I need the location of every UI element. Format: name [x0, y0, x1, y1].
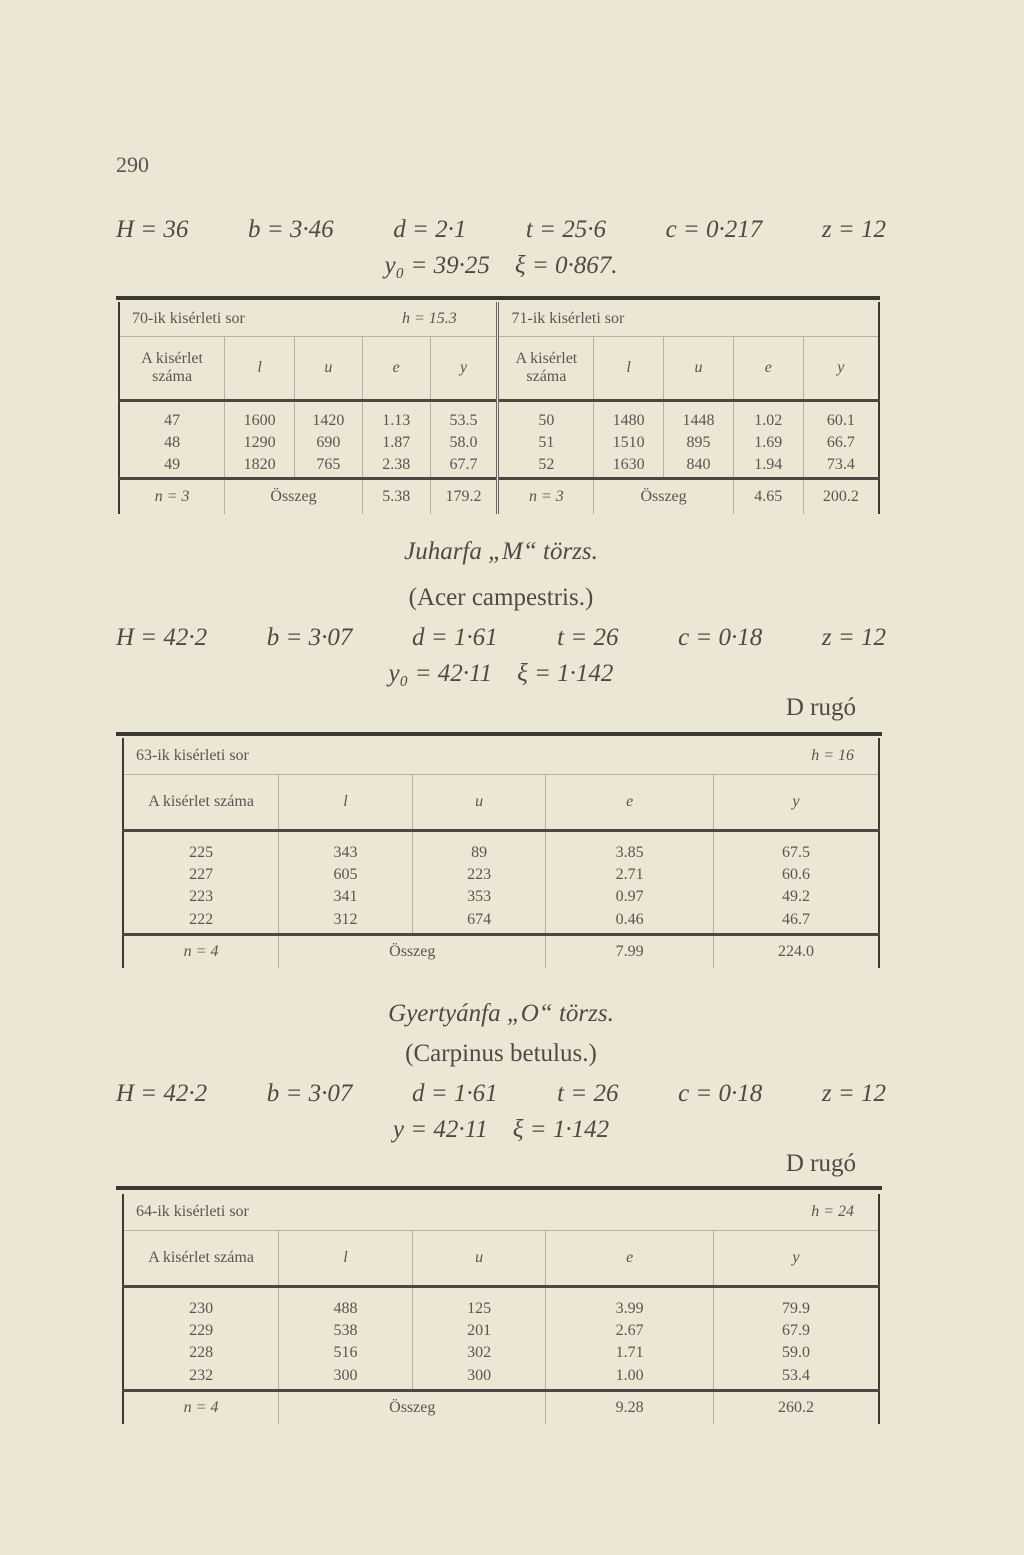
table-row: 222 312 674 0.46 46.7 — [123, 908, 879, 934]
param-t: t = 26 — [557, 624, 619, 651]
params-line-2 — [116, 660, 886, 688]
param-z: z = 12 — [821, 1080, 886, 1107]
param-H: H = 36 — [116, 216, 189, 243]
param-d: d = 1·61 — [411, 624, 498, 651]
section-title-gyertyanfa: Gyertyánfa „O“ törzs. — [388, 1000, 614, 1027]
table-row: 229 538 201 2.67 67.9 — [123, 1320, 879, 1342]
sum-y: 179.2 — [430, 478, 498, 514]
sum-e: 4.65 — [733, 478, 803, 514]
param-c: c = 0·18 — [678, 1080, 763, 1107]
h-value: h = 16 — [713, 738, 879, 774]
n-count: n = 4 — [123, 934, 279, 968]
n-count: n = 3 — [498, 478, 594, 514]
h-value-70: h = 15.3 — [362, 302, 498, 336]
params-line-1 — [116, 624, 886, 652]
sum-row — [123, 934, 879, 968]
page-number: 290 — [116, 152, 149, 177]
param-H: H = 42·2 — [116, 1080, 208, 1107]
param-c: c = 0·18 — [678, 624, 763, 651]
table-row: 227 605 223 2.71 60.6 — [123, 864, 879, 886]
table-row: 228 516 302 1.71 59.0 — [123, 1342, 879, 1364]
col-header-l: l — [225, 336, 295, 400]
sum-e: 5.38 — [362, 478, 430, 514]
table-row: 49 1820 765 2.38 67.7 52 1630 840 1.94 73.4 — [119, 454, 879, 478]
col-header-y: y — [803, 336, 879, 400]
latin-name-acer: (Acer campestris.) — [408, 584, 594, 611]
col-header-e: e — [362, 336, 430, 400]
table-row: 48 1290 690 1.87 58.0 51 1510 895 1.69 66.7 — [119, 432, 879, 454]
params-line-1 — [116, 216, 886, 244]
param-d: d = 1·61 — [411, 1080, 498, 1107]
param-c: c = 0·217 — [665, 216, 763, 243]
sum-label: Összeg — [225, 478, 363, 514]
param-y0: y₀ = 42·11 — [388, 660, 493, 687]
col-header-number: A kisérlet száma — [123, 774, 279, 830]
h-value: h = 24 — [713, 1194, 879, 1230]
table-row: 232 300 300 1.00 53.4 — [123, 1364, 879, 1390]
sum-label: Összeg — [279, 934, 546, 968]
sum-row — [123, 1390, 879, 1424]
param-t: t = 26 — [557, 1080, 619, 1107]
param-d: d = 2·1 — [393, 216, 467, 243]
table-rule — [116, 296, 880, 300]
sum-label: Összeg — [594, 478, 734, 514]
series-71-label: 71-ik kisérleti sor — [498, 302, 879, 336]
table-rule — [116, 732, 882, 736]
params-line-1 — [116, 1080, 886, 1108]
col-header-u: u — [664, 336, 734, 400]
col-header-e: e — [546, 1230, 714, 1286]
table-rule — [116, 1186, 882, 1190]
params-line-2 — [116, 1116, 886, 1144]
col-header-u: u — [412, 1230, 546, 1286]
param-xi: ξ = 0·867. — [514, 252, 618, 279]
table-row: 225 343 89 3.85 67.5 — [123, 842, 879, 864]
param-z: z = 12 — [821, 216, 886, 243]
col-header-y: y — [713, 774, 879, 830]
sum-y: 200.2 — [803, 478, 879, 514]
table-row: 47 1600 1420 1.13 53.5 50 1480 1448 1.02 60.1 — [119, 410, 879, 432]
sum-row — [119, 478, 879, 514]
col-header-l: l — [279, 1230, 413, 1286]
sum-y: 224.0 — [713, 934, 879, 968]
series-label: 63-ik kisérleti sor — [123, 738, 713, 774]
param-xi: ξ = 1·142 — [512, 1116, 610, 1143]
col-header-l: l — [279, 774, 413, 830]
n-count: n = 4 — [123, 1390, 279, 1424]
col-header-number: A kisérlet száma — [119, 336, 225, 400]
table-64 — [122, 1194, 880, 1424]
table-row: 230 488 125 3.99 79.9 — [123, 1298, 879, 1320]
col-header-y: y — [713, 1230, 879, 1286]
param-H: H = 42·2 — [116, 624, 208, 651]
param-z: z = 12 — [821, 624, 886, 651]
col-header-e: e — [546, 774, 714, 830]
param-b: b = 3·07 — [266, 624, 353, 651]
sum-e: 9.28 — [546, 1390, 714, 1424]
param-b: b = 3·46 — [248, 216, 334, 243]
param-t: t = 25·6 — [525, 216, 606, 243]
col-header-u: u — [412, 774, 546, 830]
latin-name-carpinus: (Carpinus betulus.) — [405, 1040, 597, 1067]
col-header-l: l — [594, 336, 664, 400]
table-63 — [122, 738, 880, 968]
param-y0: y₀ = 39·25 — [384, 252, 490, 279]
param-xi: ξ = 1·142 — [517, 660, 614, 687]
col-header-y: y — [430, 336, 498, 400]
col-header-number: A kisérlet száma — [123, 1230, 279, 1286]
col-header-number: A kisérlet száma — [498, 336, 594, 400]
spring-label: D rugó — [785, 1150, 856, 1177]
param-y: y = 42·11 — [392, 1116, 488, 1143]
series-70-label: 70-ik kisérleti sor — [119, 302, 362, 336]
params-line-2 — [116, 252, 886, 280]
section-title-juharfa: Juharfa „M“ törzs. — [404, 538, 598, 565]
table-70-71 — [118, 302, 880, 514]
series-label: 64-ik kisérleti sor — [123, 1194, 713, 1230]
sum-label: Összeg — [279, 1390, 546, 1424]
param-b: b = 3·07 — [266, 1080, 353, 1107]
col-header-e: e — [733, 336, 803, 400]
sum-y: 260.2 — [713, 1390, 879, 1424]
sum-e: 7.99 — [546, 934, 714, 968]
col-header-u: u — [295, 336, 363, 400]
table-row: 223 341 353 0.97 49.2 — [123, 886, 879, 908]
n-count: n = 3 — [119, 478, 225, 514]
spring-label: D rugó — [785, 694, 856, 721]
